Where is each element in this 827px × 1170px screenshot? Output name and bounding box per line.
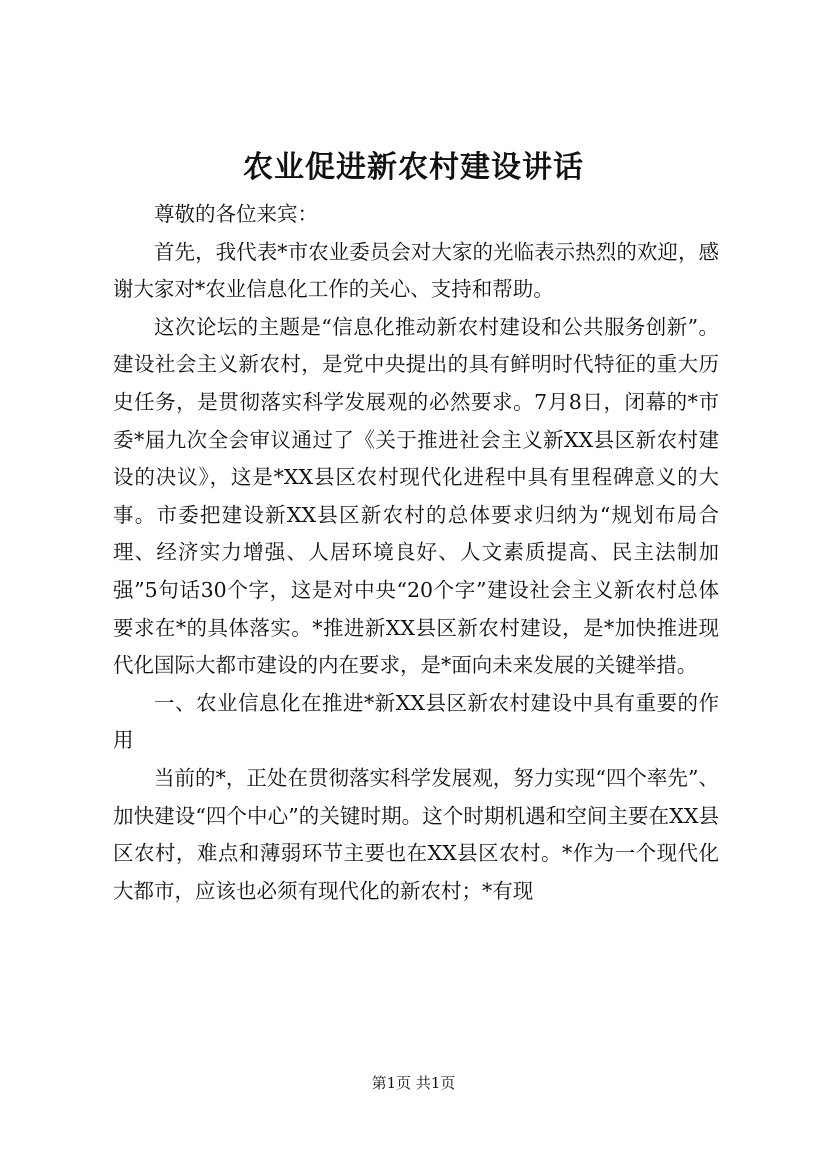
forum-theme-paragraph: 这次论坛的主题是“信息化推动新农村建设和公共服务创新”。建设社会主义新农村，是党中央提出的具有鲜明时代特征的重大历史任务，是贯彻落实科学发展观的必然要求。7月8日，闭幕的*市委*届九次全会审议通过了《关于推进社会主义新XX县区新农村建设的决议》，这是*XX县区农村现代化进程中具有里程碑意义的大事。市委把建设新XX县区新农村的总体要求归纳为“规划布局合理、经济实力增强、人居环境良好、人文素质提高、民主法制加强”5句话30个字，这是对中央“20个字”建设社会主义新农村总体要求在*的具体落实。*推进新XX县区新农村建设，是*加快推进现代化国际大都市建设的内在要求，是*面向未来发展的关键举措。 [113,314,719,678]
document-body [113,196,719,910]
section-heading-paragraph: 一、农业信息化在推进*新XX县区新农村建设中具有重要的作用 [113,690,719,753]
salutation-paragraph: 尊敬的各位来宾： [154,202,318,226]
welcome-paragraph: 首先，我代表*市农业委员会对大家的光临表示热烈的欢迎，感谢大家对*农业信息化工作的关心、支持和帮助。 [113,239,719,302]
document-title: 农业促进新农村建设讲话 [243,150,584,185]
page-footer: 第1页 共1页 [371,1074,456,1092]
current-situation-paragraph: 当前的*，正处在贯彻落实科学发展观，努力实现“四个率先”、加快建设“四个中心”的关键时期。这个时期机遇和空间主要在XX县区农村，难点和薄弱环节主要也在XX县区农村。*作为一个现代化大都市，应该也必须有现代化的新农村；*有现 [113,765,719,903]
